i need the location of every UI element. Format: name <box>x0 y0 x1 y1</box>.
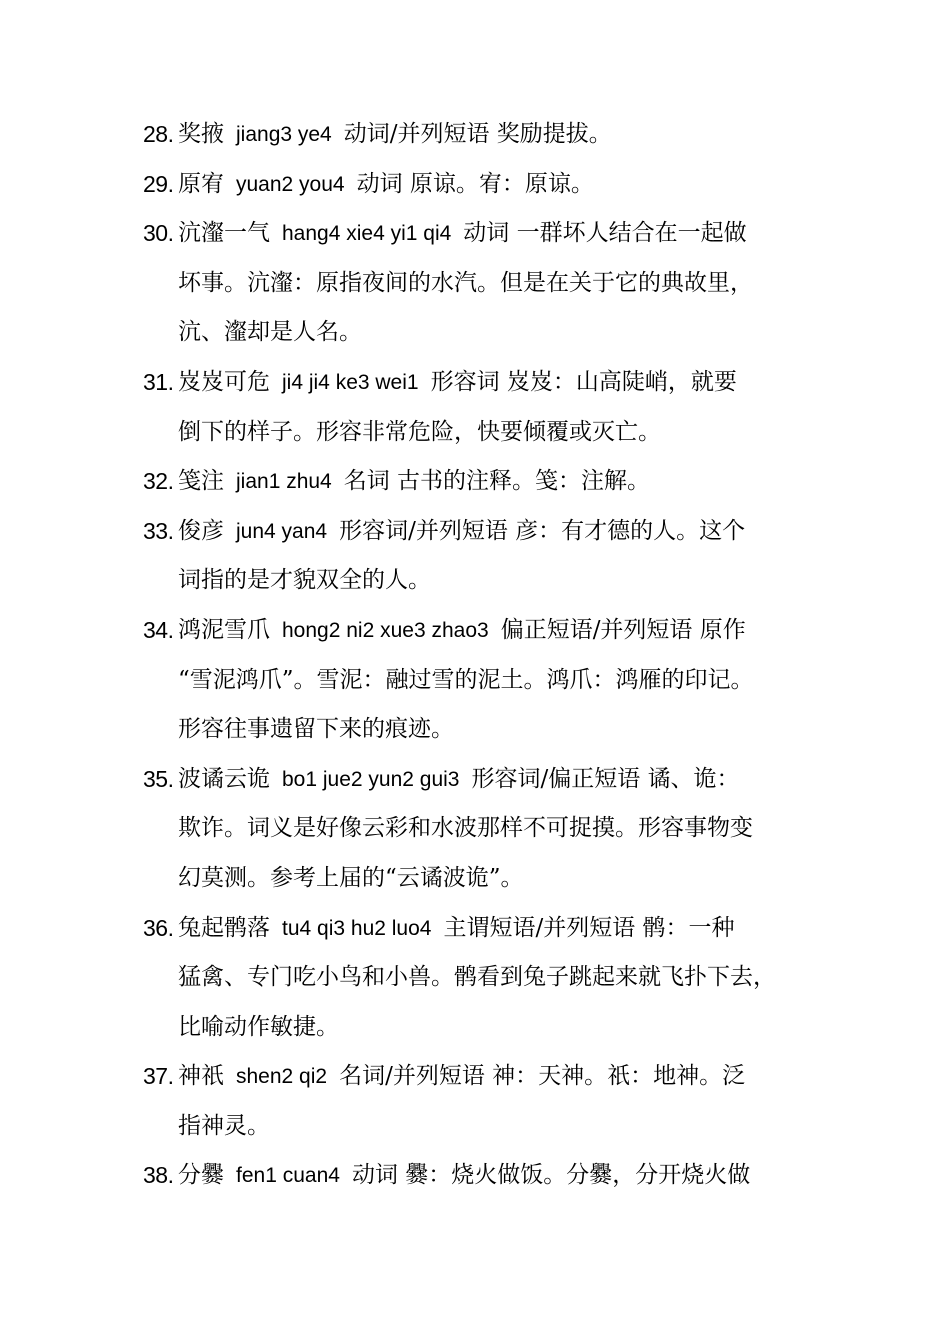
entry-number: 30. <box>143 220 174 247</box>
entry-word: 鸿泥雪爪 <box>178 616 270 643</box>
vocab-entry-30 <box>143 209 811 358</box>
entry-continuation: 比喻动作敏捷。 <box>178 1013 339 1040</box>
entry-pinyin: tu4 qi3 hu2 luo4 <box>282 916 432 940</box>
entry-number: 29. <box>143 170 174 197</box>
entry-line <box>178 507 811 557</box>
entry-line <box>178 160 811 210</box>
entry-word: 分爨 <box>178 1162 224 1189</box>
entry-pinyin: yuan2 you4 <box>236 172 345 196</box>
entry-pinyin: ji4 ji4 ke3 wei1 <box>282 370 419 394</box>
entry-continuation: “雪泥鸿爪”。雪泥：融过雪的泥土。鸿爪：鸿雁的印记。 <box>178 666 754 693</box>
entry-line <box>178 209 811 259</box>
entry-pinyin: jiang3 ye4 <box>236 123 332 146</box>
vocab-entry-31 <box>143 358 811 457</box>
entry-number: 34. <box>143 616 174 643</box>
entry-pinyin: bo1 jue2 yun2 gui3 <box>282 767 460 791</box>
vocab-entry-36 <box>143 904 811 1053</box>
entry-continuation: 幻莫测。参考上届的“云谲波诡”。 <box>178 864 524 891</box>
entry-definition: 形容词/并列短语 彦：有才德的人。这个 <box>339 517 746 544</box>
vocab-entry-35 <box>143 755 811 904</box>
entry-definition: 动词/并列短语 奖励提拔。 <box>343 121 612 147</box>
entry-continuation: 坏事。沆瀣：原指夜间的水汽。但是在关于它的典故里， <box>178 269 753 296</box>
entry-number: 28. <box>143 121 174 147</box>
entry-word: 笺注 <box>178 468 224 495</box>
entry-continuation: 倒下的样子。形容非常危险，快要倾覆或灭亡。 <box>178 418 661 445</box>
entry-definition: 动词 一群坏人结合在一起做 <box>463 220 747 247</box>
entry-number: 31. <box>143 368 174 395</box>
entry-pinyin: shen2 qi2 <box>236 1065 328 1089</box>
entry-definition: 名词 古书的注释。笺：注解。 <box>343 468 651 495</box>
entry-line <box>178 110 811 160</box>
entry-definition: 偏正短语/并列短语 原作 <box>500 616 746 643</box>
entry-continuation: 指神灵。 <box>178 1112 270 1139</box>
entry-line <box>178 904 811 954</box>
vocab-entry-34 <box>143 606 811 755</box>
entry-word: 兔起鹘落 <box>178 914 270 941</box>
entry-definition: 动词 爨：烧火做饭。分爨，分开烧火做 <box>351 1162 751 1189</box>
entry-number: 38. <box>143 1162 174 1189</box>
entry-pinyin: jun4 yan4 <box>236 519 328 543</box>
vocab-entry-29 <box>143 160 811 210</box>
entry-word: 原宥 <box>178 170 224 197</box>
vocab-entry-32 <box>143 457 811 507</box>
entry-word: 波谲云诡 <box>178 765 270 792</box>
vocab-entry-33 <box>143 507 811 606</box>
vocab-entry-28 <box>143 110 811 160</box>
entry-word: 俊彦 <box>178 517 224 544</box>
entry-line <box>178 1052 811 1102</box>
entry-continuation: 欺诈。词义是好像云彩和水波那样不可捉摸。形容事物变 <box>178 815 753 842</box>
entry-pinyin: fen1 cuan4 <box>236 1164 340 1188</box>
entry-number: 36. <box>143 914 174 941</box>
entry-line <box>178 1151 811 1201</box>
entry-word: 奖掖 <box>178 121 224 147</box>
entry-word: 岌岌可危 <box>178 368 270 395</box>
entry-pinyin: hong2 ni2 xue3 zhao3 <box>282 618 489 642</box>
entry-number: 37. <box>143 1063 174 1090</box>
entry-line <box>178 358 811 408</box>
entry-definition: 动词 原谅。宥：原谅。 <box>356 170 594 197</box>
vocab-entry-37 <box>143 1052 811 1151</box>
entry-continuation: 沆、瀣却是人名。 <box>178 319 362 346</box>
entry-definition: 形容词 岌岌：山高陡峭，就要 <box>430 368 737 395</box>
entry-line <box>178 755 811 805</box>
vocab-entry-38 <box>143 1151 811 1201</box>
entry-continuation: 形容往事遗留下来的痕迹。 <box>178 716 454 743</box>
entry-number: 33. <box>143 517 174 544</box>
entry-line <box>178 457 811 507</box>
entry-line <box>178 606 811 656</box>
entry-word: 神祇 <box>178 1063 224 1090</box>
entry-word: 沆瀣一气 <box>178 220 270 247</box>
entry-pinyin: jian1 zhu4 <box>236 470 332 494</box>
entry-definition: 主谓短语/并列短语 鹘：一种 <box>443 914 735 941</box>
entry-continuation: 词指的是才貌双全的人。 <box>178 567 431 594</box>
entry-pinyin: hang4 xie4 yi1 qi4 <box>282 222 452 246</box>
entry-number: 32. <box>143 468 174 495</box>
entry-number: 35. <box>143 765 174 792</box>
entry-definition: 形容词/偏正短语 谲、诡： <box>471 765 740 792</box>
vocabulary-list <box>143 110 811 1201</box>
entry-definition: 名词/并列短语 神：天神。祇：地神。泛 <box>339 1063 746 1090</box>
entry-continuation: 猛禽、专门吃小鸟和小兽。鹘看到兔子跳起来就飞扑下去， <box>178 964 776 991</box>
